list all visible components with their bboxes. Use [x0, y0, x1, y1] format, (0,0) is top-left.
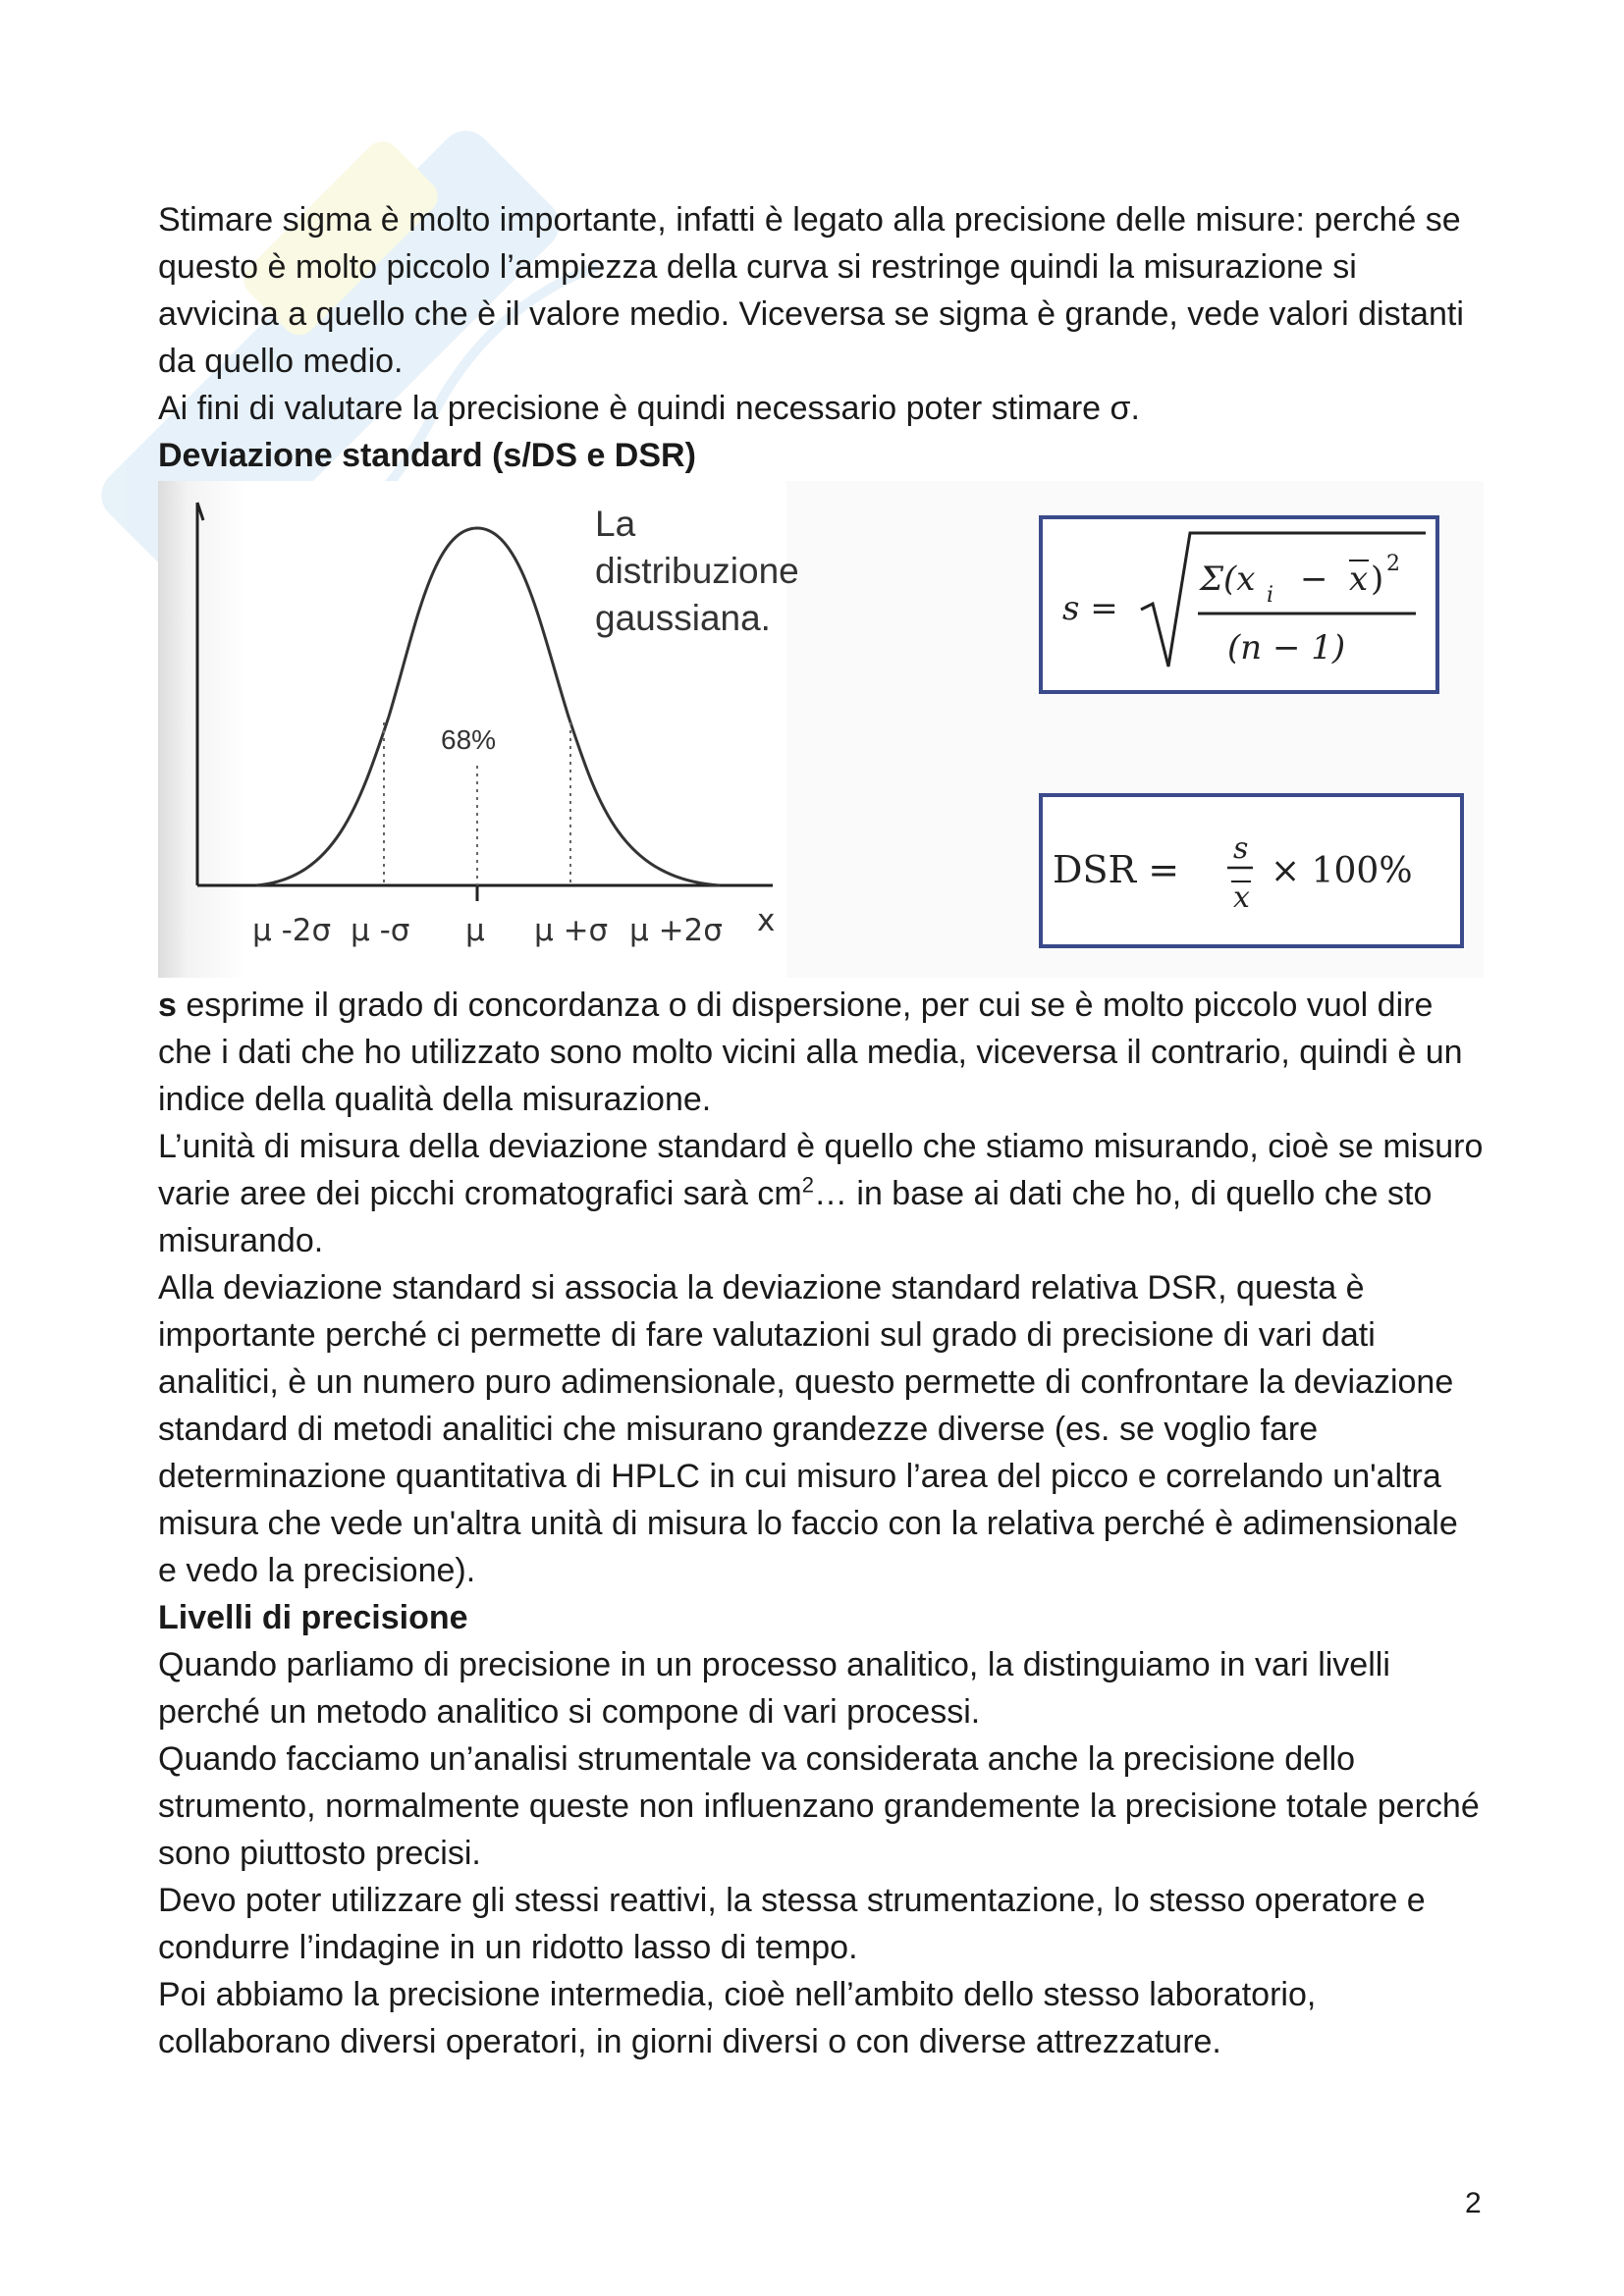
formula-sd-lhs: s =	[1062, 589, 1118, 628]
body-paragraph-5: Quando facciamo un’analisi strumentale va considerata anche la precisione dello strumento, normalmente queste non influenzano grandemente la precisione totale perché sono piuttosto precisi.	[158, 1740, 1480, 1872]
heading-livelli-precisione: Livelli di precisione	[158, 1599, 468, 1636]
intro-paragraph-1: Stimare sigma è molto importante, infatti è legato alla precisione delle misure: perché se questo è molto piccolo l’ampiezza della curva si restringe quindi la misurazione si avvicina a quello che è il valore medio. Viceversa se sigma è grande, vede valori distanti da quello medio.	[158, 201, 1464, 380]
tick-label-mu: μ	[465, 913, 485, 948]
body-paragraph-2-part-b: … in base ai dati che ho, di quello che sto misurando.	[158, 1175, 1433, 1259]
formula-dsr-numerator: s	[1233, 831, 1249, 866]
x-axis-label: x	[757, 903, 776, 938]
formula-sd-exponent: 2	[1386, 552, 1400, 576]
superscript-2: 2	[801, 1172, 814, 1198]
tick-label-mu-plus-sigma: μ +σ	[534, 913, 609, 948]
gaussian-figure	[158, 481, 1484, 978]
formula-sd-subscript: i	[1267, 583, 1274, 608]
intro-paragraph-2: Ai fini di valutare la precisione è quindi necessario poter stimare σ.	[158, 390, 1140, 427]
formula-sd-paren: )	[1371, 560, 1384, 599]
body-section	[158, 982, 1484, 2065]
body-paragraph-1	[158, 982, 1484, 1123]
body-paragraph-6: Devo poter utilizzare gli stessi reattivi, la stessa strumentazione, lo stesso operatore e condurre l’indagine in un ridotto lasso di tempo.	[158, 1882, 1426, 1966]
formula-sd-xbar: x	[1349, 560, 1369, 599]
body-paragraph-1-text: esprime il grado di concordanza o di dispersione, per cui se è molto piccolo vuol dire che i dati che ho utilizzato sono molto vicini alla media, viceversa il contrario, quindi è un indice della qualità della misurazione.	[158, 987, 1463, 1118]
tick-label-mu-minus-sigma: μ -σ	[351, 913, 410, 948]
formula-dsr-rhs: × 100%	[1271, 851, 1413, 891]
tick-label-mu-minus-2sigma: μ -2σ	[252, 913, 332, 948]
formula-standard-deviation	[1039, 515, 1439, 694]
body-paragraph-7: Poi abbiamo la precisione intermedia, cioè nell’ambito dello stesso laboratorio, collaborano diversi operatori, in giorni diversi o con diverse attrezzature.	[158, 1976, 1317, 2060]
gaussian-title-line-2: gaussiana.	[595, 598, 771, 638]
gaussian-plot-panel	[158, 481, 799, 978]
formula-dsr	[1039, 793, 1464, 948]
heading-deviazione-standard: Deviazione standard (s/DS e DSR)	[158, 437, 696, 474]
formula-dsr-drawing	[1043, 797, 1460, 944]
formula-sd-denominator: (n − 1)	[1227, 628, 1346, 667]
formula-dsr-lhs: DSR =	[1053, 848, 1180, 891]
intro-section	[158, 196, 1484, 479]
page-number: 2	[1465, 2187, 1482, 2219]
formula-dsr-denominator: x	[1233, 881, 1250, 915]
body-paragraph-4: Quando parliamo di precisione in un processo analitico, la distinguiamo in vari livelli perché un metodo analitico si compone di vari processi.	[158, 1646, 1390, 1731]
body-paragraph-2	[158, 1123, 1484, 1264]
percent-label: 68%	[441, 724, 497, 755]
tick-label-mu-plus-2sigma: μ +2σ	[629, 913, 723, 948]
formula-sd-numerator: Σ(x	[1200, 560, 1256, 599]
gaussian-title	[595, 501, 799, 642]
body-paragraph-2-part-a: L’unità di misura della deviazione standard è quello che stiamo misurando, cioè se misuro varie aree dei picchi cromatografici sarà cm	[158, 1128, 1484, 1212]
gaussian-title-line-1: La distribuzione	[595, 504, 799, 591]
symbol-s: s	[158, 987, 177, 1024]
formula-sd-drawing	[1043, 519, 1435, 690]
formula-sd-minus: −	[1300, 560, 1328, 599]
body-paragraph-3: Alla deviazione standard si associa la deviazione standard relativa DSR, questa è importante perché ci permette di fare valutazioni sul grado di precisione di vari dati analitici, è un numero puro adimensionale, questo permette di confrontare la deviazione standard di metodi analitici che misurano grandezze diverse (es. se voglio fare determinazione quantitativa di HPLC in cui misuro l’area del picco e correlando un'altra misura che vede un'altra unità di misura lo faccio con la relativa perché è adimensionale e vedo la precisione).	[158, 1269, 1458, 1589]
